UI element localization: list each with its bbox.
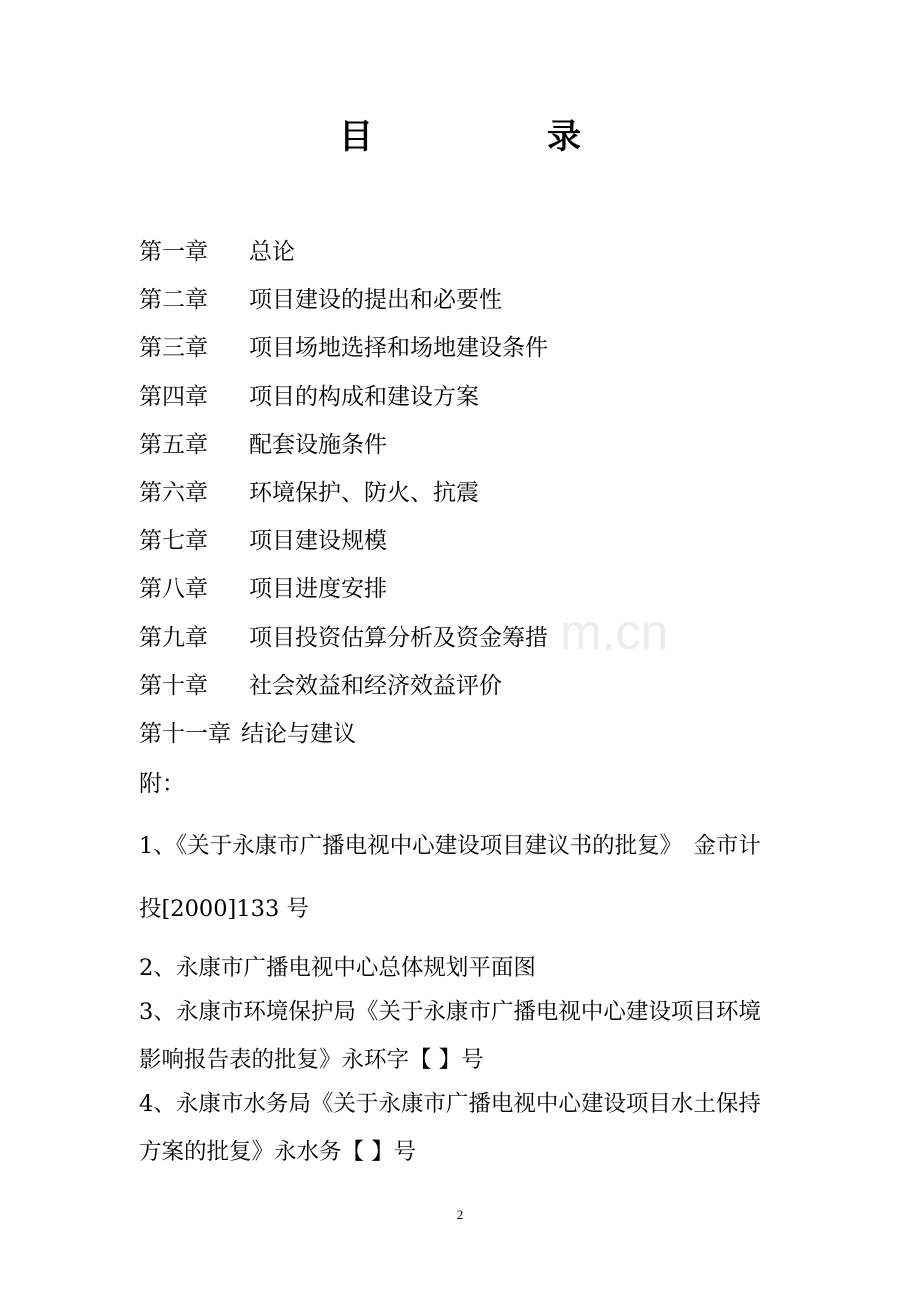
toc-chapter-number: 第一章: [139, 239, 208, 265]
toc-entry[interactable]: [139, 324, 799, 372]
appendix-item: [139, 988, 789, 1084]
watermark: m.cn: [560, 604, 669, 660]
toc-entry[interactable]: [139, 228, 799, 276]
toc-entry[interactable]: [139, 276, 799, 324]
toc-chapter-number: 第三章: [139, 335, 208, 362]
toc-chapter-number: 第二章: [139, 287, 208, 314]
appendix-item-line: 1、《关于永康市广播电视中心建设项目建议书的批复》 金市计: [139, 833, 761, 859]
toc-chapter-title: 总论: [249, 239, 295, 265]
toc-entry[interactable]: [139, 469, 799, 517]
appendix-item-line: 4、永康市水务局《关于永康市广播电视中心建设项目水土保持: [139, 1091, 761, 1117]
toc-chapter-number: 第八章: [139, 576, 208, 603]
appendix-item-line: 方案的批复》永水务【 】号: [139, 1139, 417, 1165]
toc-entry[interactable]: [139, 565, 799, 613]
toc-entry[interactable]: [139, 614, 799, 662]
toc-entry[interactable]: [139, 710, 799, 758]
toc-entry[interactable]: [139, 662, 799, 710]
toc-chapter-title: 配套设施条件: [249, 431, 387, 458]
appendix-item: [139, 1080, 789, 1176]
table-of-contents: [139, 228, 799, 758]
appendix-item-line: 投[2000]133 号: [139, 896, 309, 922]
toc-chapter-number: 第九章: [139, 624, 208, 651]
toc-entry[interactable]: [139, 517, 799, 565]
toc-chapter-number: 第四章: [139, 383, 208, 410]
toc-entry[interactable]: [139, 373, 799, 421]
toc-chapter-number: 第七章: [139, 528, 208, 555]
toc-chapter-number: 第六章: [139, 479, 208, 506]
toc-chapter-title: 项目的构成和建设方案: [249, 383, 479, 410]
appendix-item-line: 2、永康市广播电视中心总体规划平面图: [139, 955, 536, 981]
appendix-item: [139, 822, 789, 933]
appendix-item-line: 3、永康市环境保护局《关于永康市广播电视中心建设项目环境: [139, 999, 761, 1025]
toc-chapter-number: 第十章: [139, 672, 208, 699]
page-title: 目 录: [339, 117, 651, 157]
toc-chapter-title: 结论与建议: [241, 720, 356, 747]
toc-chapter-title: 环境保护、防火、抗震: [249, 479, 479, 506]
toc-chapter-title: 项目投资估算分析及资金筹措: [249, 624, 548, 651]
toc-chapter-title: 项目建设规模: [249, 528, 387, 555]
appendix-label: 附：: [139, 771, 185, 797]
appendix-item: [139, 944, 789, 992]
toc-chapter-number: 第五章: [139, 431, 208, 458]
toc-chapter-title: 项目场地选择和场地建设条件: [249, 335, 548, 362]
toc-chapter-title: 项目进度安排: [249, 576, 387, 603]
toc-chapter-number: 第十一章: [139, 720, 231, 747]
toc-entry[interactable]: [139, 421, 799, 469]
page-number: 2: [456, 1207, 464, 1222]
toc-chapter-title: 项目建设的提出和必要性: [249, 287, 502, 314]
toc-chapter-title: 社会效益和经济效益评价: [249, 672, 502, 699]
appendix-item-line: 影响报告表的批复》永环字【 】号: [139, 1047, 484, 1073]
